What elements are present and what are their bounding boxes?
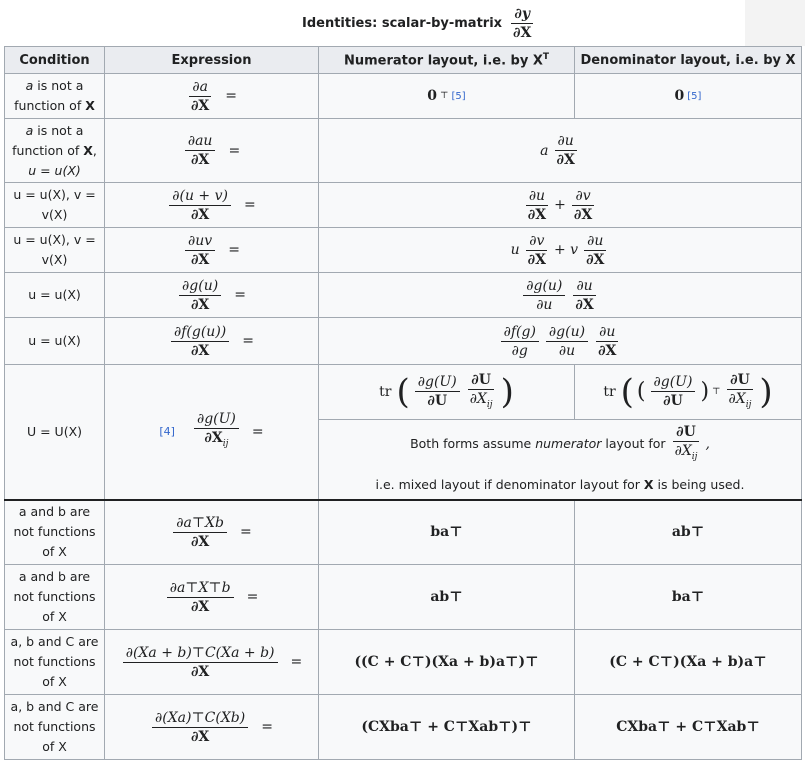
table-row xyxy=(5,695,802,760)
denominator-cell: tr ( ( $\frac{\partial g(U)}{\partial U}$ ) ⊤ $\frac{\partial U}{\partial X_{ij}}$ ) xyxy=(575,365,802,420)
condition-cell: u = u(X), v = v(X) xyxy=(5,228,105,273)
expression-cell: $\frac{\partial f(g(u))}{\partial X}$ = xyxy=(105,318,319,365)
expression-cell: $\frac{\partial(u + v)}{\partial X}$ = xyxy=(105,183,319,228)
table-row xyxy=(5,119,802,183)
numerator-cell: (CXba⊤ + C⊤Xab⊤)⊤ xyxy=(319,695,575,760)
caption-fraction: $\frac{\partial y}{\partial X}$ xyxy=(513,6,532,41)
result-cell: $\frac{\partial g(u)}{\partial u}$ $\frac{\partial u}{\partial X}$ xyxy=(319,273,802,318)
condition-cell: u = u(X) xyxy=(5,318,105,365)
table-row xyxy=(5,318,802,365)
condition-cell: a, b and C are not functions of X xyxy=(5,695,105,760)
expression-cell: [4] $\frac{\partial g(U)}{\partial X_{ij}}$ = xyxy=(105,365,319,500)
numerator-cell: tr ( $\frac{\partial g(U)}{\partial U}$ $\frac{\partial U}{\partial X_{ij}}$ ) xyxy=(319,365,575,420)
expression-cell: $\frac{\partial a}{\partial X}$ = xyxy=(105,74,319,119)
header-denominator: Denominator layout, i.e. by X xyxy=(575,47,802,74)
expression-cell: $\frac{\partial(Xa)⊤C(Xb)}{\partial X}$ = xyxy=(105,695,319,760)
header-condition: Condition xyxy=(5,47,105,74)
numerator-cell: ((C + C⊤)(Xa + b)a⊤)⊤ xyxy=(319,630,575,695)
result-cell: u $\frac{\partial v}{\partial X}$ + v $\frac{\partial u}{\partial X}$ xyxy=(319,228,802,273)
result-cell: a $\frac{\partial u}{\partial X}$ xyxy=(319,119,802,183)
table-row xyxy=(5,74,802,119)
identities-table xyxy=(4,46,802,760)
table-row xyxy=(5,183,802,228)
table-caption xyxy=(0,0,805,46)
numerator-cell: 0 ⊤ [5] xyxy=(319,74,575,119)
caption-text: Identities: scalar-by-matrix xyxy=(302,16,503,31)
denominator-cell: ba⊤ xyxy=(575,565,802,630)
condition-cell: U = U(X) xyxy=(5,365,105,500)
table-row xyxy=(5,500,802,565)
table-row xyxy=(5,228,802,273)
result-cell: $\frac{\partial u}{\partial X}$ + $\frac{\partial v}{\partial X}$ xyxy=(319,183,802,228)
numerator-cell: ab⊤ xyxy=(319,565,575,630)
citation-link[interactable]: [4] xyxy=(159,425,175,439)
condition-cell: a, b and C are not functions of X xyxy=(5,630,105,695)
denominator-cell: 0 [5] xyxy=(575,74,802,119)
citation-link[interactable]: [5] xyxy=(687,90,702,102)
corner-shade xyxy=(745,0,805,46)
condition-cell: u = u(X) xyxy=(5,273,105,318)
condition-cell: a is not a function of X xyxy=(5,74,105,119)
expression-cell: $\frac{\partial a⊤Xb}{\partial X}$ = xyxy=(105,500,319,565)
expression-cell: $\frac{\partial(Xa + b)⊤C(Xa + b)}{\partial X}$ = xyxy=(105,630,319,695)
table-row xyxy=(5,630,802,695)
header-numerator: Numerator layout, i.e. by $X^T$ xyxy=(319,47,575,74)
header-expression: Expression xyxy=(105,47,319,74)
condition-cell: a and b are not functions of X xyxy=(5,500,105,565)
layout-note: Both forms assume numerator layout for $\frac{\partial U}{\partial X_{ij}}$ , i.e. mixed layout if denominator layout for X is being used. xyxy=(319,420,802,500)
expression-cell: $\frac{\partial uv}{\partial X}$ = xyxy=(105,228,319,273)
table-row xyxy=(5,365,802,420)
expression-cell: $\frac{\partial g(u)}{\partial X}$ = xyxy=(105,273,319,318)
header-row xyxy=(5,47,802,74)
denominator-cell: ab⊤ xyxy=(575,500,802,565)
condition-cell: a and b are not functions of X xyxy=(5,565,105,630)
table-row xyxy=(5,565,802,630)
table-row xyxy=(5,273,802,318)
denominator-cell: (C + C⊤)(Xa + b)a⊤ xyxy=(575,630,802,695)
numerator-cell: ba⊤ xyxy=(319,500,575,565)
condition-cell: a is not a function of X, u = u(X) xyxy=(5,119,105,183)
citation-link[interactable]: [5] xyxy=(451,90,466,102)
result-cell: $\frac{\partial f(g)}{\partial g}$ $\frac{\partial g(u)}{\partial u}$ $\frac{\partial u}{\partial X}$ xyxy=(319,318,802,365)
condition-cell: u = u(X), v = v(X) xyxy=(5,183,105,228)
denominator-cell: CXba⊤ + C⊤Xab⊤ xyxy=(575,695,802,760)
expression-cell: $\frac{\partial a⊤X⊤b}{\partial X}$ = xyxy=(105,565,319,630)
expression-cell: $\frac{\partial au}{\partial X}$ = xyxy=(105,119,319,183)
